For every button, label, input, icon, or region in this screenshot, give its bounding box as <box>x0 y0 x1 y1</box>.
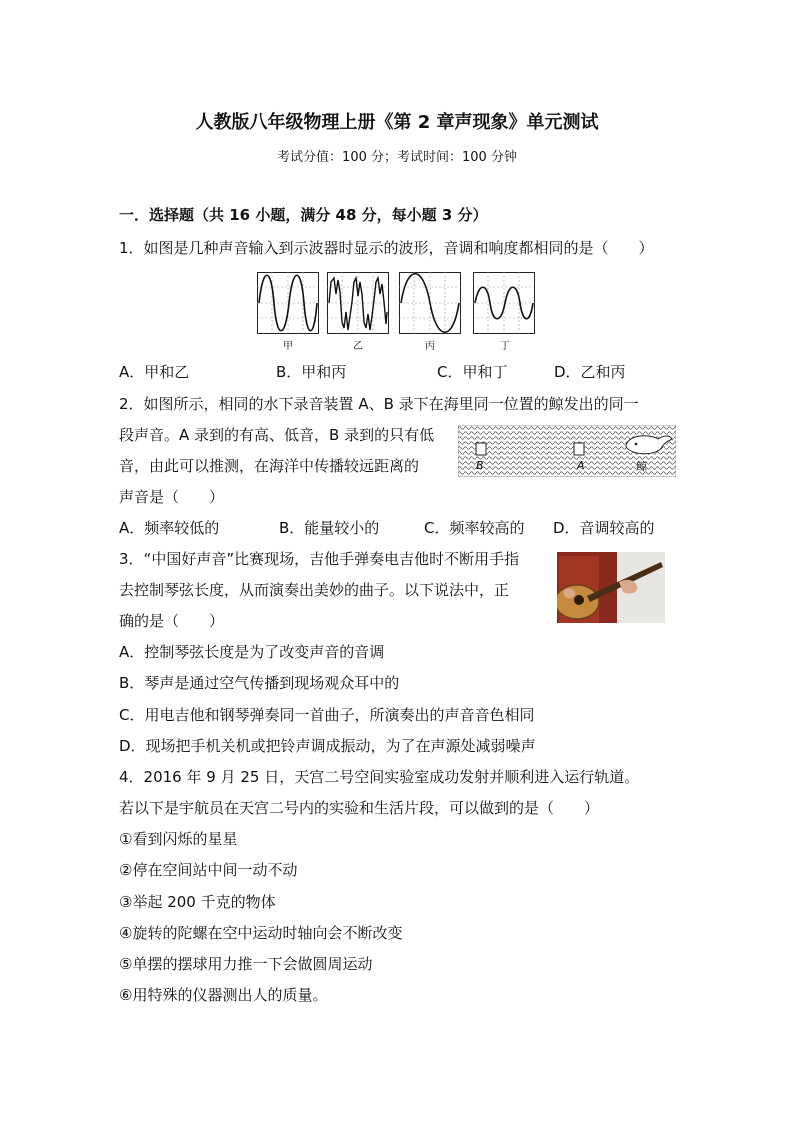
waveform-yi <box>327 272 389 334</box>
guitarist-photo <box>557 552 665 623</box>
q4-item: ③举起 200 千克的物体 <box>119 893 276 911</box>
q4-item: ⑤单摆的摆球用力推一下会做圆周运动 <box>119 955 373 973</box>
waveform-caption: 乙 <box>353 341 363 352</box>
q4-item: ⑥用特殊的仪器测出人的质量。 <box>119 986 328 1004</box>
q3-option-d: D．现场把手机关机或把铃声调成振动，为了在声源处减弱噪声 <box>119 737 536 755</box>
waveform-caption: 甲 <box>283 341 293 352</box>
whale-label: 鲸 <box>636 460 647 473</box>
q2-option-a: A．频率较低的 <box>119 519 220 537</box>
waveform-bing <box>399 272 461 334</box>
waveform-caption: 丙 <box>425 341 435 352</box>
q3-stem-line: 3．“中国好声音”比赛现场，吉他手弹奏电吉他时不断用手指 <box>119 550 520 568</box>
q2-option-b: B．能量较小的 <box>279 519 380 537</box>
waveform-jia <box>257 272 319 334</box>
q1-option-c: C．甲和丁 <box>437 363 508 381</box>
q4-item: ②停在空间站中间一动不动 <box>119 861 298 879</box>
q1-option-d: D．乙和丙 <box>554 363 626 381</box>
waveform-caption: 丁 <box>500 341 510 352</box>
q1-option-a: A．甲和乙 <box>119 363 190 381</box>
q3-option-c: C．用电吉他和钢琴弹奏同一首曲子，所演奏出的声音音色相同 <box>119 706 535 724</box>
waveform-ding <box>473 272 535 334</box>
q1-stem: 1．如图是几种声音输入到示波器时显示的波形，音调和响度都相同的是（ ） <box>119 239 654 257</box>
q2-stem-line: 2．如图所示，相同的水下录音装置 A、B 录下在海里同一位置的鲸发出的同一 <box>119 395 639 413</box>
q2-stem-line: 声音是（ ） <box>119 488 225 506</box>
q3-option-a: A．控制琴弦长度是为了改变声音的音调 <box>119 643 385 661</box>
q2-stem-line: 段声音。A 录到的有高、低音，B 录到的只有低 <box>119 426 435 444</box>
exam-info: 考试分值：100 分；考试时间：100 分钟 <box>277 150 517 165</box>
q2-stem-line: 音，由此可以推测，在海洋中传播较远距离的 <box>119 457 420 475</box>
q4-stem-line: 4．2016 年 9 月 25 日，天宫二号空间实验室成功发射并顺利进入运行轨道。 <box>119 768 640 786</box>
section-heading: 一．选择题（共 16 小题，满分 48 分，每小题 3 分） <box>119 206 488 224</box>
q3-stem-line: 确的是（ ） <box>119 612 225 630</box>
recorder-b-label: B <box>476 459 484 472</box>
q3-option-b: B．琴声是通过空气传播到现场观众耳中的 <box>119 674 400 692</box>
page-title: 人教版八年级物理上册《第 2 章声现象》单元测试 <box>195 112 599 133</box>
recorder-a-label: A <box>577 459 585 472</box>
q2-option-c: C．频率较高的 <box>424 519 525 537</box>
q1-option-b: B．甲和丙 <box>276 363 347 381</box>
q4-stem-line: 若以下是宇航员在天宫二号内的实验和生活片段，可以做到的是（ ） <box>119 799 600 817</box>
q4-item: ①看到闪烁的星星 <box>119 830 238 848</box>
q2-option-d: D．音调较高的 <box>553 519 655 537</box>
q3-stem-line: 去控制琴弦长度，从而演奏出美妙的曲子。以下说法中，正 <box>119 581 510 599</box>
q4-item: ④旋转的陀螺在空中运动时轴向会不断改变 <box>119 924 403 942</box>
